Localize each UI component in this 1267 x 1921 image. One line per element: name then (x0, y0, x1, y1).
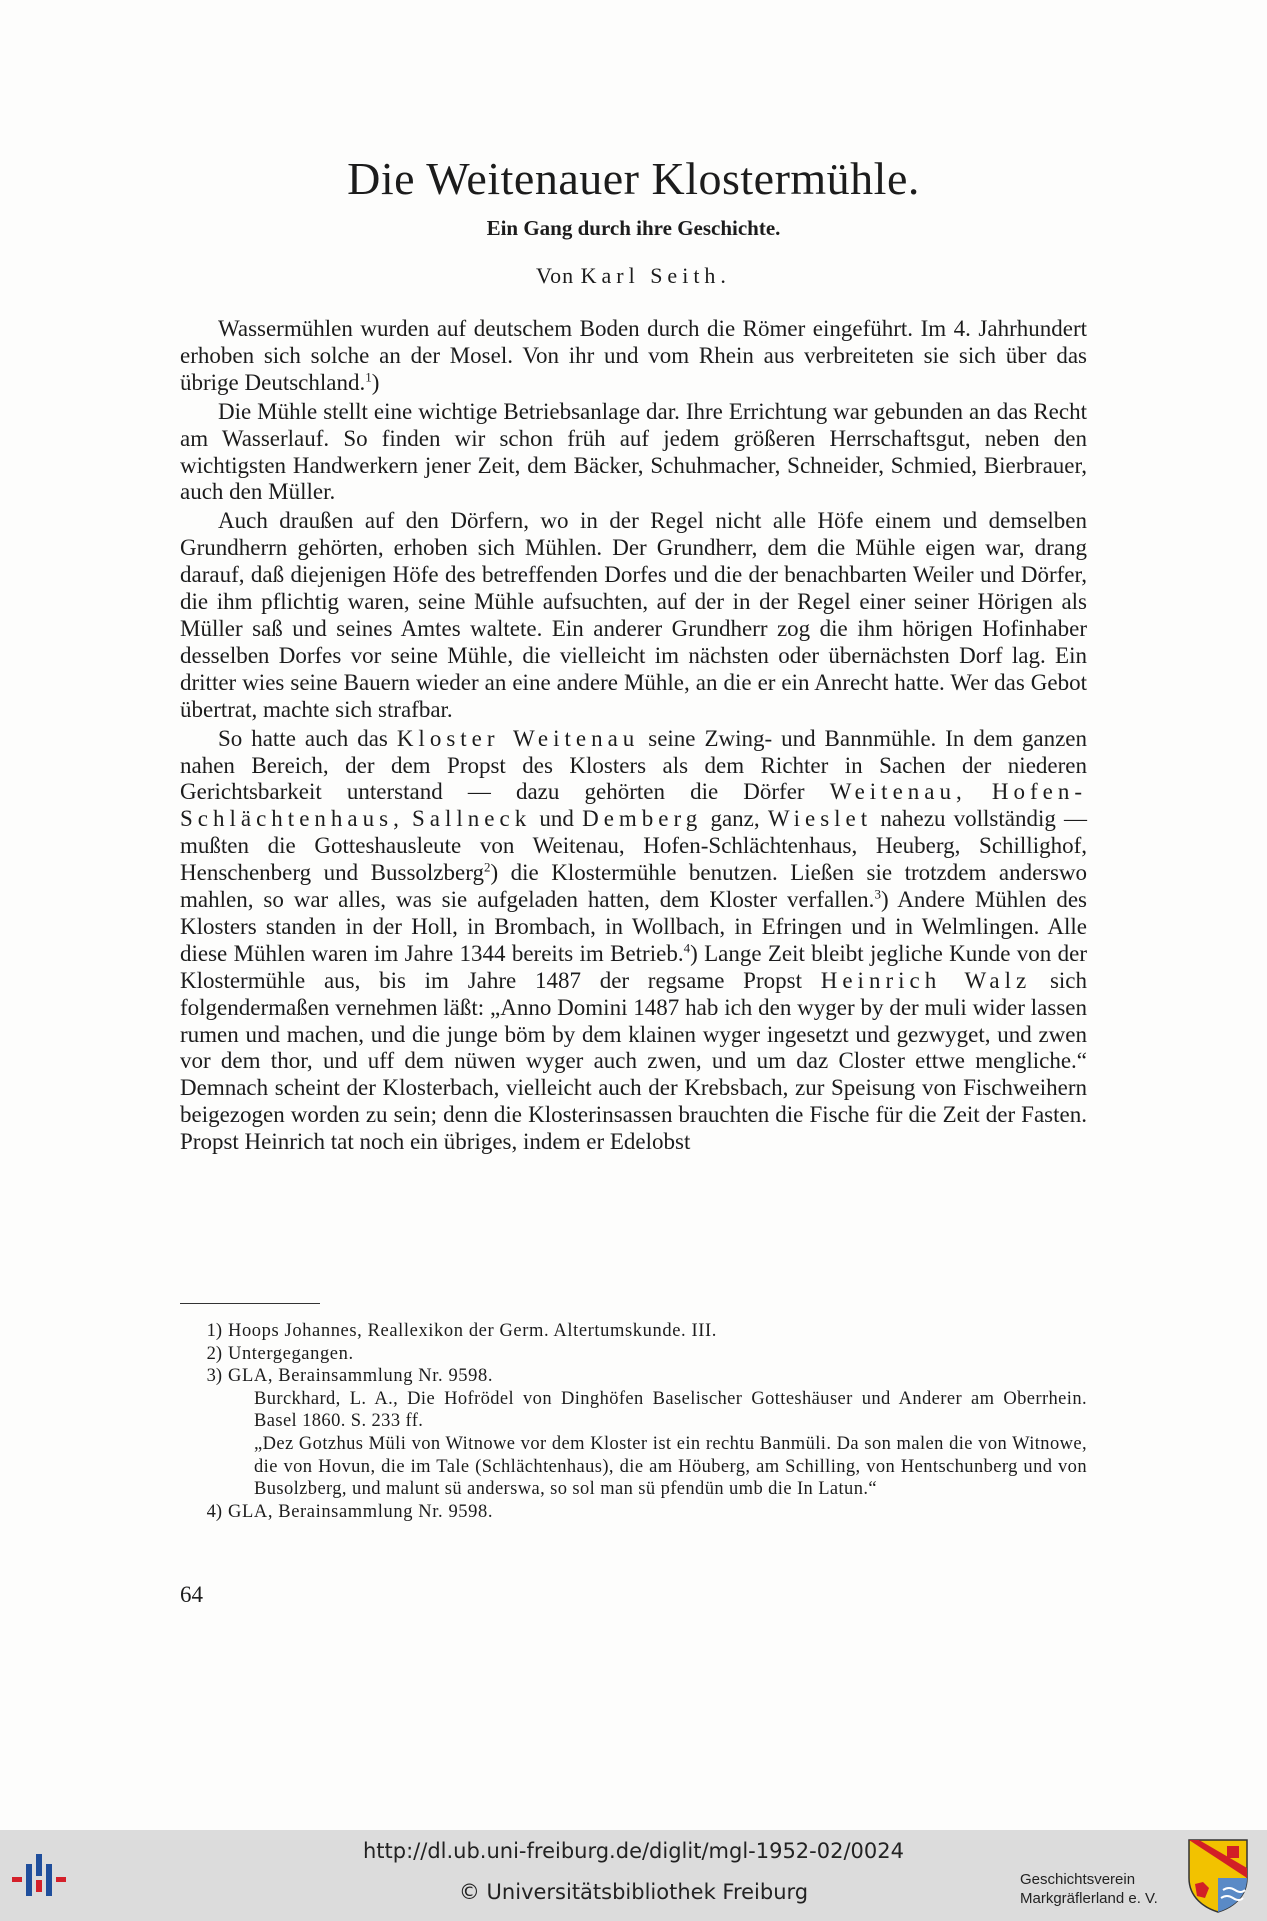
footnote-number: 1) (206, 1321, 222, 1341)
permalink-url[interactable]: http://dl.ub.uni-freiburg.de/diglit/mgl-1952-02/0024 (362, 1839, 904, 1863)
paragraph-1 (180, 316, 1087, 397)
paragraph-text: Wassermühlen wurden auf deutschem Boden durch die Römer eingeführt. Im 4. Jahrhundert erhoben sich solche an der Mosel. Von ihr und vom Rhein aus verbreiteten sie sich über das übrige Deutschland. (180, 316, 1087, 395)
footnote-4 (180, 1501, 1087, 1524)
paragraph-text: ) Andere Mühlen des Klosters standen in der Holl, in Brombach, in Wollbach, in Efringen und in Welmlingen. Alle diese Mühlen waren im Jahre 1344 bereits im Betrieb. (180, 887, 1087, 966)
paragraph-text: ) Lange Zeit bleibt jegliche Kunde von der Klostermühle aus, bis im Jahre 1487 der regsame Propst (180, 940, 1087, 993)
footnote-1 (180, 1320, 1087, 1343)
organization-name (1020, 1870, 1158, 1908)
paragraph-text: ganz, (710, 806, 760, 832)
footnote-number: 3) (206, 1366, 222, 1387)
footnote-number: 2) (206, 1343, 222, 1364)
footnote-3 (180, 1365, 1087, 1388)
spaced-name: Weitenau, (829, 779, 967, 805)
footnote-text: GLA, Berainsammlung Nr. 9598. (228, 1366, 494, 1387)
spaced-name: Wieslet (767, 806, 873, 832)
paragraph-text: nahezu vollständig — mußten die Gotteshausleute von Weitenau, Hofen-Schlächtenhaus, Heuberg, Schillighof, Henschenberg und Bussolzberg (180, 806, 1088, 886)
footnotes (180, 1320, 1087, 1523)
spaced-name: Heinrich Walz (820, 967, 1032, 993)
organization-line-2: Markgräflerland e. V. (1020, 1890, 1158, 1907)
article-title: Die Weitenauer Klostermühle. (347, 153, 920, 204)
footnote-3-quote: „Dez Gotzhus Müli von Witnowe vor dem Kloster ist ein rechtu Banmüli. Da son malen die von Witnowe, die von Hovun, die im Tale (Schlächtenhaus), die am Höuberg, am Schilling, von Hentschunberg und von Busolzberg, und malunt sü anderswa, so sol man sü pfendün umb die In Latun.“ (254, 1433, 1087, 1500)
article-body (180, 316, 1087, 1158)
author-prefix: Von (536, 263, 575, 288)
viewer-footer (0, 1830, 1267, 1921)
author-line (0, 263, 1267, 289)
footnote-ref: 1 (365, 369, 372, 385)
footnote-ref: 3 (874, 886, 881, 902)
footnote-3-continuation: Burckhard, L. A., Die Hofrödel von Dinghöfen Baselischer Gotteshäuser und Anderer am Oberrhein. Basel 1860. S. 233 ff. (254, 1388, 1087, 1432)
organization-line-1: Geschichtsverein (1020, 1871, 1136, 1888)
paragraph-text: und (539, 806, 574, 832)
paragraph-2: Die Mühle stellt eine wichtige Betriebsanlage dar. Ihre Errichtung war gebunden an das Recht am Wasserlauf. So finden wir schon früh auf jedem größeren Herrschaftsgut, neben den wichtigsten Handwerkern jener Zeit, dem Bäcker, Schuhmacher, Schneider, Schmied, Bierbrauer, auch den Müller. (180, 398, 1087, 505)
paragraph-4 (180, 726, 1087, 1157)
copyright-text: © Universitätsbibliothek Freiburg (458, 1880, 809, 1904)
spaced-name: Kloster Weitenau (396, 725, 640, 751)
page-number: 64 (180, 1582, 203, 1607)
paragraph-3: Auch draußen auf den Dörfern, wo in der Regel nicht alle Höfe einem und demselben Grundherrn gehörten, erhoben sich Mühlen. Der Grundherr, dem die Mühle eigen war, drang darauf, daß diejenigen Höfe des betreffenden Dorfes und die der benachbarten Weiler und Dörfer, die ihm pflichtig waren, seine Mühle aufsuchten, auf der in der Regel einer seiner Hörigen als Müller saß und seines Amtes waltete. Ein anderer Grundherr zog die ihm hörigen Hofinhaber desselben Dorfes vor seine Mühle, die vielleicht im nächsten oder übernächsten Dorf lag. Ein dritter wies seine Bauern wieder an eine andere Mühle, an die er ein Anrecht hatte. Wer das Gebot übertrat, machte sich strafbar. (180, 508, 1087, 722)
footnote-number: 4) (206, 1501, 222, 1522)
footnote-divider (180, 1303, 320, 1304)
footnote-ref: 2 (483, 859, 491, 875)
article-subtitle: Ein Gang durch ihre Geschichte. (486, 216, 781, 240)
author-name: Karl Seith. (580, 263, 731, 288)
footnote-text: Untergegangen. (228, 1343, 354, 1364)
footnote-ref: 4 (683, 940, 691, 956)
spaced-name: Hofen-Schlächtenhaus, (180, 779, 1088, 832)
footnote-text: GLA, Berainsammlung Nr. 9598. (228, 1501, 494, 1522)
footnote-2 (180, 1343, 1087, 1366)
spaced-name: Sallneck (412, 806, 532, 832)
paragraph-text: ) die Klostermühle benutzen. Ließen sie trotzdem anderswo mahlen, so war alles, was sie aufgeladen hatten, dem Kloster verfallen. (180, 860, 1087, 913)
paragraph-text: So hatte auch das (218, 725, 388, 751)
footnote-text: Hoops Johannes, Reallexikon der Germ. Altertumskunde. III. (228, 1321, 717, 1341)
paragraph-text: ) (371, 369, 380, 395)
coat-of-arms-icon (1187, 1838, 1249, 1914)
paragraph-text: seine Zwing- und Bannmühle. In dem ganzen nahen Bereich, der dem Propst des Klosters als dem Richter in Sachen der niederen Gerichtsbarkeit unterstand — dazu gehörten die Dörfer (180, 725, 1087, 805)
paragraph-text: sich folgendermaßen vernehmen läßt: „Anno Domini 1487 hab ich den wyger by der muli wider lassen rumen und machen, und die junge böm by dem klainen wyger ingesetzt und gezwyget, und zwen vor dem thor, und uff dem nüwen wyger auch zwen, und um daz Closter ettwe mengliche.“ Demnach scheint der Klosterbach, vielleicht auch der Krebsbach, zur Speisung von Fischweihern beigezogen worden zu sein; denn die Klosterinsassen brauchten die Fische für die Zeit der Fasten. Propst Heinrich tat noch ein übriges, indem er Edelobst (180, 967, 1088, 1155)
spaced-name: Demberg (582, 806, 703, 832)
